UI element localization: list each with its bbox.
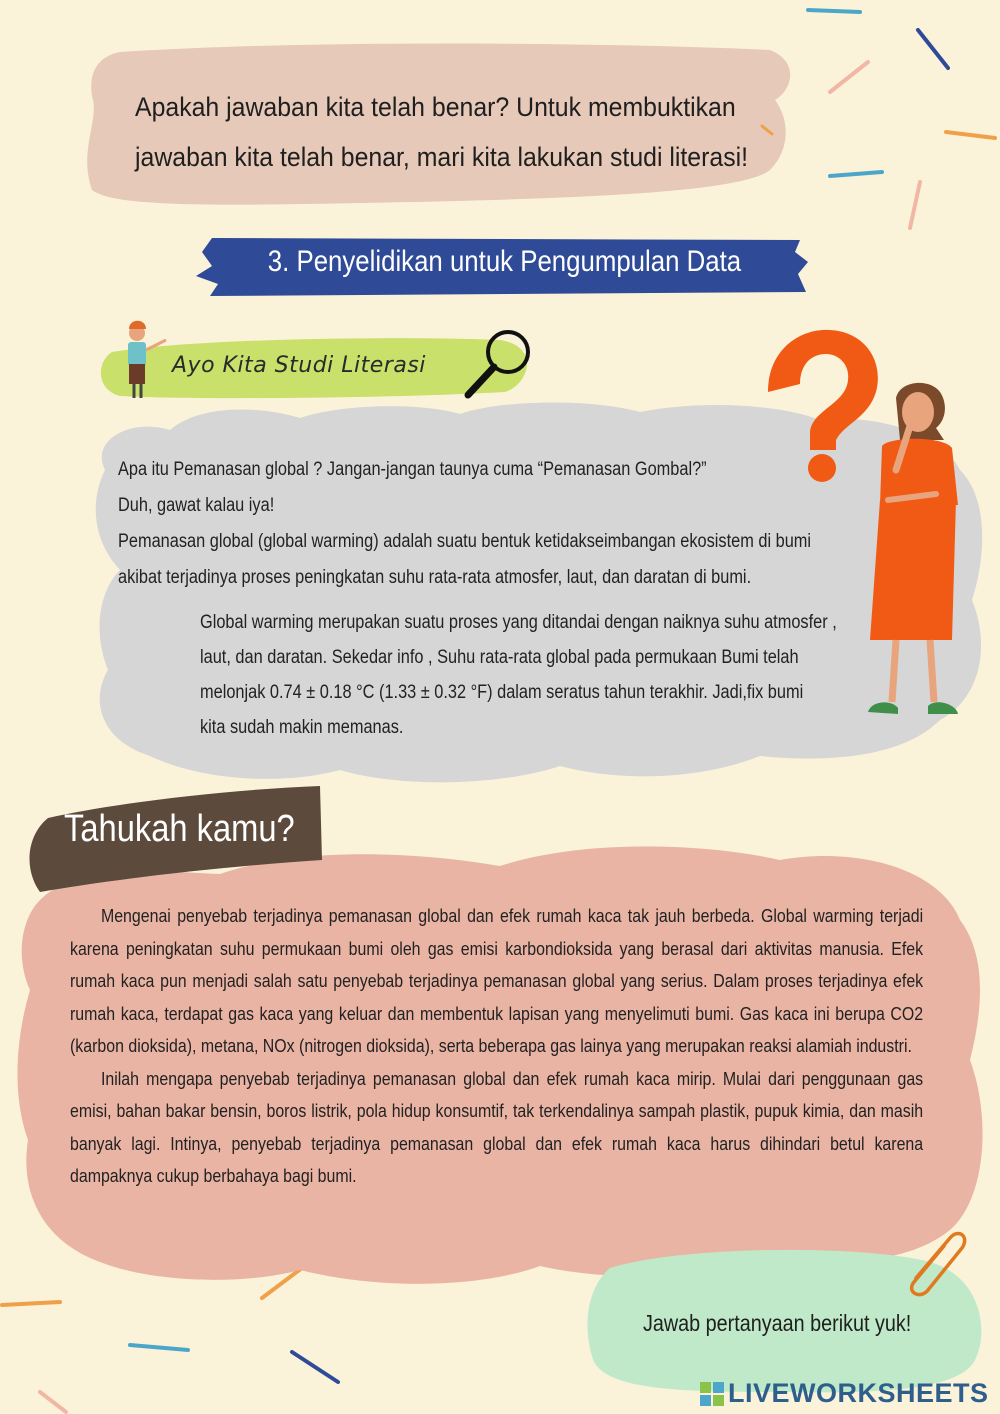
confetti-stick [2,1302,60,1305]
cloud-paragraph-1: Apa itu Pemanasan global ? Jangan-jangan taunya cuma “Pemanasan Gombal?” [118,459,707,480]
confetti-stick [40,1392,66,1412]
liveworksheets-logo-icon [700,1382,724,1406]
confetti-stick [830,172,882,176]
cloud-intro-text [118,452,812,596]
confetti-stick [946,132,995,138]
cloud-detail-text [200,605,837,745]
tahukah-paragraph-1: Mengenai penyebab terjadinya pemanasan global dan efek rumah kaca tak jauh berbeda. Global warming terjadi karena peningkatan suhu permukaan bumi oleh gas emisi karbondioksida yang berasal dari aktivitas manusia. Efek rumah kaca pun menjadi salah satu penyebab terjadinya pemanasan global yang serius. Dalam proses terjadinya efek rumah kaca, terdapat gas kaca yang keluar dan membentuk lapisan yang menyelimuti bumi. Gas kaca ini berupa CO2 (karbon dioksida), metana, NOx (nitrogen dioksida), serta beberapa gas lainya yang merupakan reaksi alamiah industri. [70,905,924,1056]
confetti-stick [918,30,948,68]
intro-text [135,82,749,182]
tahukah-title: Tahukah kamu? [64,808,295,850]
confetti-stick [910,182,920,228]
confetti-stick [808,10,860,12]
intro-line-1: Apakah jawaban kita telah benar? Untuk membuktikan [135,92,736,122]
confetti-stick [130,1345,188,1350]
cloud-detail-line-4: kita sudah makin memanas. [200,717,404,738]
cloud-paragraph-2: Duh, gawat kalau iya! [118,495,275,516]
cloud-detail-line-2: laut, dan daratan. Sekedar info , Suhu rata-rata global pada permukaan Bumi telah [200,647,799,668]
cloud-detail-line-3: melonjak 0.74 ± 0.18 °C (1.33 ± 0.32 °F) dalam seratus tahun terakhir. Jadi,fix bumi [200,682,804,703]
liveworksheets-brand[interactable] [700,1378,989,1409]
intro-line-2: jawaban kita telah benar, mari kita lakukan studi literasi! [135,142,749,172]
cloud-paragraph-3a: Pemanasan global (global warming) adalah suatu bentuk ketidakseimbangan ekosistem di bumi [118,531,812,552]
tahukah-paragraph-2: Inilah mengapa penyebab terjadinya pemanasan global dan efek rumah kaca mirip. Mulai dari penggunaan gas emisi, bahan bakar bensin, boros listrik, pola hidup konsumtif, tak terkendalinya sampah plastik, pupuk kimia, dan masih banyak lagi. Intinya, penyebab terjadinya pemanasan global dan efek rumah kaca harus dihindari betul karena dampaknya cukup berbahaya bagi bumi. [70,1067,924,1186]
cloud-paragraph-3b: akibat terjadinya proses peningkatan suhu rata-rata atmosfer, laut, dan daratan di bumi. [118,567,752,588]
confetti-stick [292,1352,338,1382]
literasi-label: Ayo Kita Studi Literasi [172,353,426,378]
tahukah-body [70,900,923,1193]
confetti-stick [830,62,868,92]
cloud-detail-line-1: Global warming merupakan suatu proses yang ditandai dengan naiknya suhu atmosfer , [200,612,837,633]
section-title: 3. Penyelidikan untuk Pengumpulan Data [267,245,742,278]
jawab-prompt[interactable]: Jawab pertanyaan berikut yuk! [643,1310,912,1336]
liveworksheets-label: LIVEWORKSHEETS [728,1378,989,1408]
